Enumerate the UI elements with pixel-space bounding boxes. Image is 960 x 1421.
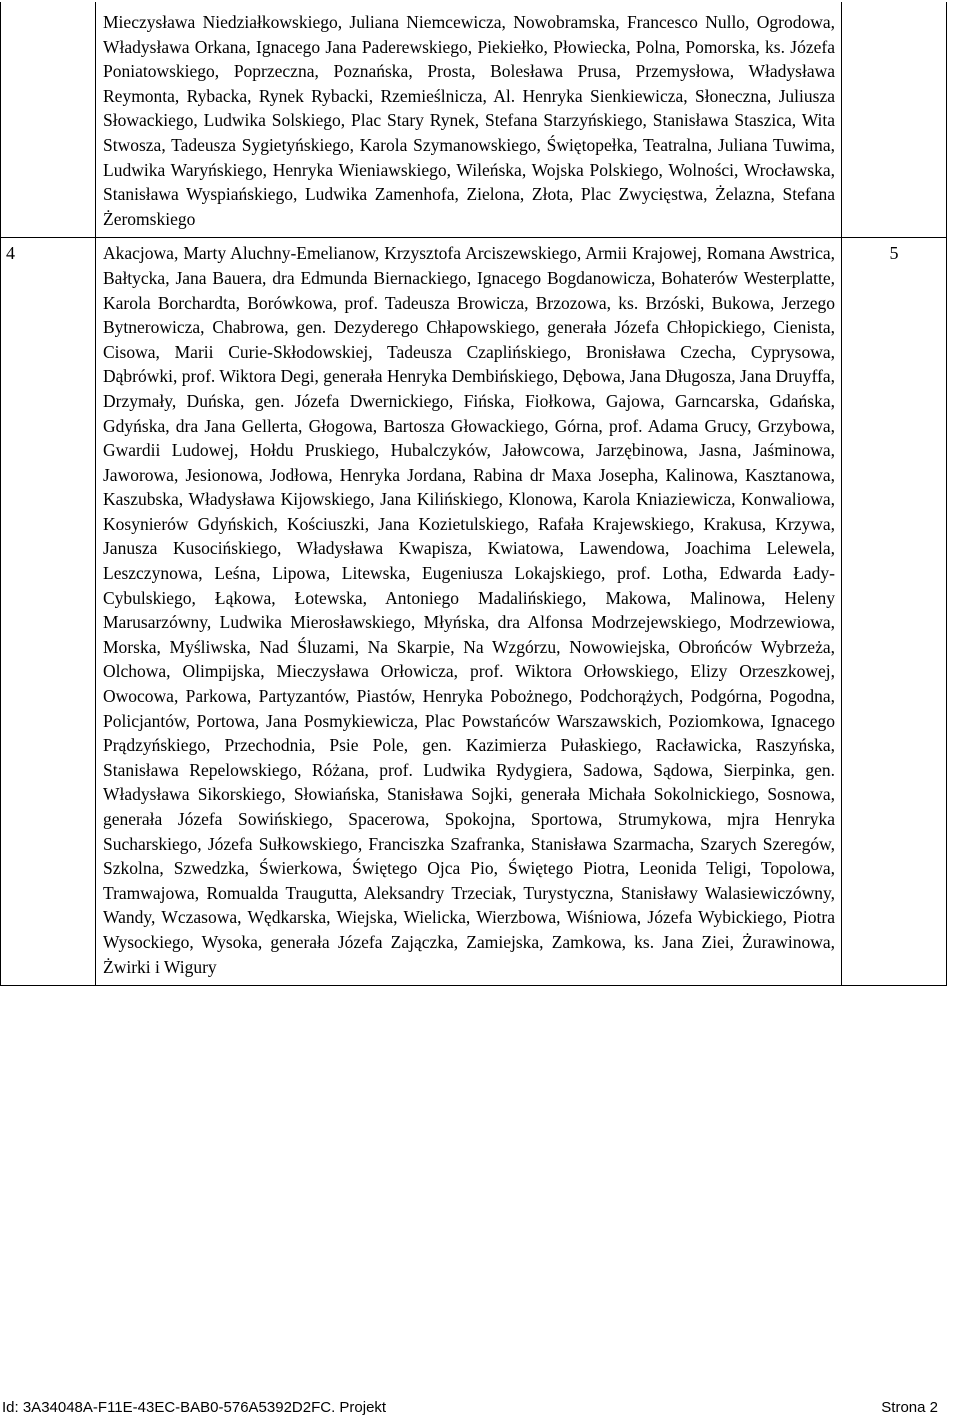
streets-cell [96, 238, 842, 986]
district-table [0, 2, 947, 986]
page-footer [2, 1399, 938, 1416]
district-number-cell [1, 238, 96, 986]
seat-count [842, 2, 946, 5]
seat-count-cell [842, 2, 947, 238]
street-list: Akacjowa, Marty Aluchny-Emelianow, Krzysztofa Arciszewskiego, Armii Krajowej, Romana Awstrica, Bałtycka, Jana Bauera, dra Edmunda Biernackiego, Ignacego Bogdanowicza, Bohaterów Westerplatte, Karola Borchardta, Borówkowa, prof. Tadeusza Browicza, Brzozowa, ks. Brzóski, Bukowa, Jerzego Bytnerowicza, Chabrowa, gen. Dezyderego Chłapowskiego, generała Józefa Chłopickiego, Cienista, Cisowa, Marii Curie-Skłodowskiej, Tadeusza Czaplińskiego, Bronisława Czecha, Cyprysowa, Dąbrówki, prof. Wiktora Degi, generała Henryka Dembińskiego, Dębowa, Jana Długosza, Jana Druyffa, Drzymały, Duńska, gen. Józefa Dwernickiego, Fińska, Fiołkowa, Gajowa, Garncarska, Gdańska, Gdyńska, dra Jana Gellerta, Głogowa, Bartosza Głowackiego, Górna, prof. Adama Grucy, Grzybowa, Gwardii Ludowej, Hołdu Pruskiego, Hubalczyków, Jałowcowa, Jarzębinowa, Jasna, Jaśminowa, Jaworowa, Jesionowa, Jodłowa, Henryka Jordana, Rabina dr Maxa Josepha, Kalinowa, Kasztanowa, Kaszubska, Władysława Kijowskiego, Jana Kilińskiego, Klonowa, Karola Kniaziewicza, Konwaliowa, Kosynierów Gdyńskich, Kościuszki, Jana Kozietulskiego, Rafała Krajewskiego, Krakusa, Krzywa, Janusza Kusocińskiego, Władysława Kwapisza, Kwiatowa, Lawendowa, Joachima Lelewela, Leszczynowa, Leśna, Lipowa, Litewska, Eugeniusza Lokajskiego, prof. Lotha, Edwarda Łady-Cybulskiego, Łąkowa, Łotewska, Antoniego Madalińskiego, Makowa, Malinowa, Heleny Marusarzówny, Ludwika Mierosławskiego, Młyńska, dra Alfonsa Modrzejewskiego, Modrzewiowa, Morska, Myśliwska, Nad Śluzami, Na Skarpie, Na Wzgórzu, Nowowiejska, Obrońców Wybrzeża, Olchowa, Olimpijska, Mieczysława Orłowicza, prof. Wiktora Orłowskiego, Elizy Orzeszkowej, Owocowa, Parkowa, Partyzantów, Piastów, Henryka Pobożnego, Podchorążych, Podgórna, Pogodna, Policjantów, Portowa, Jana Posmykiewicza, Plac Powstańców Warszawskich, Poziomkowa, Ignacego Prądzyńskiego, Przechodnia, Psie Pole, gen. Kazimierza Pułaskiego, Racławicka, Raszyńska, Stanisława Repelowskiego, Różana, prof. Ludwika Rydygiera, Sadowa, Sądowa, Sierpinka, gen. Władysława Sikorskiego, Słowiańska, Stanisława Sojki, generała Michała Sokolnickiego, Sosnowa, generała Józefa Sowińskiego, Spacerowa, Spokojna, Sportowa, Strumykowa, mjra Henryka Sucharskiego, Józefa Sułkowskiego, Franciszka Szafranka, Stanisława Szarmacha, Szarych Szeregów, Szkolna, Szwedzka, Świerkowa, Świętego Ojca Pio, Świętego Piotra, Leonida Teligi, Topolowa, Tramwajowa, Romualda Traugutta, Aleksandry Trzeciak, Turystyczna, Stanisławy Walasiewiczówny, Wandy, Wczasowa, Wędkarska, Wiejska, Wielicka, Wierzbowa, Wiśniowa, Józefa Wybickiego, Piotra Wysockiego, Wysoka, generała Józefa Zajączka, Zamiejska, Zamkowa, ks. Jana Ziei, Żurawinowa, Żwirki i Wigury [103, 243, 835, 977]
page-number: Strona 2 [881, 1399, 938, 1416]
seat-count-cell [842, 238, 947, 986]
streets-cell [96, 2, 842, 238]
district-number-cell [1, 2, 96, 238]
document-id: Id: 3A34048A-F11E-43EC-BAB0-576A5392D2FC. Projekt [2, 1399, 387, 1416]
table-row [1, 2, 947, 238]
seat-count: 5 [889, 243, 899, 264]
table-row [1, 238, 947, 986]
district-number: 4 [6, 243, 15, 264]
district-number [1, 2, 95, 5]
street-list: Mieczysława Niedziałkowskiego, Juliana Niemcewicza, Nowobramska, Francesco Nullo, Ogrodowa, Władysława Orkana, Ignacego Jana Paderewskiego, Piekiełko, Płowiecka, Polna, Pomorska, ks. Józefa Poniatowskiego, Poprzeczna, Poznańska, Prosta, Bolesława Prusa, Przemysłowa, Władysława Reymonta, Rybacka, Rynek Rybacki, Rzemieślnicza, Al. Henryka Sienkiewicza, Słoneczna, Juliusza Słowackiego, Ludwika Solskiego, Plac Stary Rynek, Stefana Starzyńskiego, Stanisława Staszica, Wita Stwosza, Tadeusza Sygietyńskiego, Karola Szymanowskiego, Świętopełka, Teatralna, Juliana Tuwima, Ludwika Waryńskiego, Henryka Wieniawskiego, Wileńska, Wojska Polskiego, Wolności, Wrocławska, Stanisława Wyspiańskiego, Ludwika Zamenhofa, Zielona, Złota, Plac Zwycięstwa, Żelazna, Stefana Żeromskiego [103, 12, 835, 229]
